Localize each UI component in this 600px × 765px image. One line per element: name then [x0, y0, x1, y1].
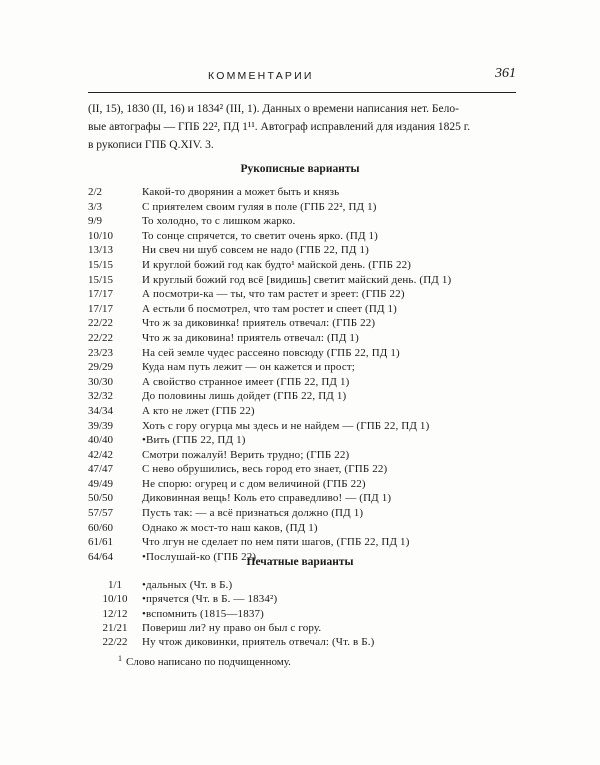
- variant-row: [88, 316, 528, 331]
- variant-row: [88, 578, 528, 592]
- variant-text: Куда нам путь лежит — он кажется и прост;: [142, 361, 356, 374]
- line-ref: 34/34: [88, 404, 114, 417]
- variant-text: А естьли б посмотрел, что там ростет и спеет (ПД 1): [142, 302, 397, 315]
- variant-row: [88, 621, 528, 635]
- line-ref: 30/30: [88, 375, 114, 388]
- printed-variants-list: [88, 578, 528, 649]
- variant-text: •вспомнить (1815—1837): [142, 607, 264, 620]
- line-ref: 13/13: [88, 244, 114, 257]
- line-ref: 12/12: [102, 607, 128, 620]
- variant-text: Диковинная вещь! Коль ето справедливо! — (ПД 1): [142, 492, 392, 505]
- variant-text: Ни свеч ни шуб совсем не надо (ГПБ 22, ПД 1): [142, 244, 369, 257]
- variant-row: [88, 448, 528, 463]
- page-number: 361: [495, 66, 516, 81]
- intro-line: в рукописи ГПБ Q.XIV. 3.: [88, 139, 214, 151]
- line-ref: 3/3: [88, 200, 103, 213]
- variant-text: Смотри пожалуй! Верить трудно; (ГПБ 22): [142, 448, 350, 461]
- variant-row: [88, 331, 528, 346]
- variant-row: [88, 535, 528, 550]
- running-head: КОММЕНТАРИИ: [208, 70, 314, 82]
- variant-text: А посмотри-ка — ты, что там растет и зреет: (ГПБ 22): [142, 288, 405, 301]
- variant-row: [88, 404, 528, 419]
- line-ref: 60/60: [88, 521, 114, 534]
- variant-row: [88, 521, 528, 536]
- variant-text: А свойство странное имеет (ГПБ 22, ПД 1): [142, 375, 350, 388]
- variant-text: Не спорю: огурец и с дом величиной (ГПБ 22): [142, 477, 366, 490]
- line-ref: 39/39: [88, 419, 114, 432]
- line-ref: 9/9: [88, 215, 103, 228]
- line-ref: 17/17: [88, 288, 114, 301]
- variant-row: [88, 243, 528, 258]
- variant-text: Ну чтож диковинки, приятель отвечал: (Чт. в Б.): [142, 636, 375, 649]
- variant-text: •дальных (Чт. в Б.): [142, 579, 233, 591]
- printed-variants-title: Печатные варианты: [246, 556, 354, 568]
- variant-row: [88, 287, 528, 302]
- line-ref: 15/15: [88, 273, 114, 286]
- variant-text: Что лгун не сделает по нем пяти шагов, (ГПБ 22, ПД 1): [142, 536, 410, 549]
- variant-row: [88, 389, 528, 404]
- line-ref: 40/40: [88, 434, 114, 447]
- variant-text: Что ж за диковина! приятель отвечал: (ПД 1): [142, 331, 359, 344]
- variant-text: И круглой божий год как будто¹ майской день. (ГПБ 22): [142, 258, 412, 271]
- variant-row: [88, 273, 528, 288]
- variant-text: Какой-то дворянин а может быть и князь: [142, 186, 340, 198]
- variant-row: [88, 375, 528, 390]
- variant-row: [88, 346, 528, 361]
- line-ref: 29/29: [88, 361, 114, 374]
- variant-text: Хоть с гору огурца мы здесь и не найдем — (ГПБ 22, ПД 1): [142, 419, 430, 432]
- intro-paragraph: [88, 100, 518, 154]
- variant-row: [88, 433, 528, 448]
- footnote: [118, 654, 291, 668]
- variant-text: То сонце спрячется, то светит очень ярко. (ПД 1): [142, 229, 378, 242]
- line-ref: 23/23: [88, 346, 114, 359]
- variant-text: На сей земле чудес рассеяно повсюду (ГПБ 22, ПД 1): [142, 346, 400, 359]
- variant-text: С приятелем своим гуляя в поле (ГПБ 22², ПД 1): [142, 200, 377, 213]
- variant-text: То холодно, то с лишком жарко.: [142, 215, 296, 228]
- line-ref: 49/49: [88, 477, 114, 490]
- variant-row: [88, 214, 528, 229]
- variant-text: •Вить (ГПБ 22, ПД 1): [142, 434, 246, 447]
- line-ref: 10/10: [88, 229, 114, 242]
- line-ref: 17/17: [88, 302, 114, 315]
- variant-text: До половины лишь дойдет (ГПБ 22, ПД 1): [142, 390, 347, 403]
- variant-text: И круглый божий год всё [видишь] светит майский день. (ПД 1): [142, 273, 452, 286]
- line-ref: 50/50: [88, 492, 114, 505]
- line-ref: 22/22: [102, 636, 128, 649]
- line-ref: 10/10: [102, 593, 128, 606]
- header-rule: [88, 92, 516, 93]
- variant-row: [88, 506, 528, 521]
- line-ref: 1/1: [107, 579, 123, 591]
- line-ref: 47/47: [88, 463, 114, 476]
- intro-line: (II, 15), 1830 (II, 16) и 1834² (III, 1). Данных о времени написания нет. Бело-: [88, 103, 459, 115]
- footnote-marker: 1: [118, 654, 122, 663]
- line-ref: 32/32: [88, 390, 114, 403]
- variant-row: [88, 258, 528, 273]
- variant-row: [88, 185, 528, 200]
- line-ref: 57/57: [88, 507, 114, 520]
- variant-text: •Послушай-ко (ГПБ 22): [142, 550, 257, 563]
- line-ref: 22/22: [88, 331, 114, 344]
- footnote-text: Слово написано по подчищенному.: [126, 656, 291, 668]
- variant-row: [88, 200, 528, 215]
- variant-text: Пусть так: — а всё признаться должно (ПД 1): [142, 507, 364, 520]
- variant-row: [88, 462, 528, 477]
- manuscript-variants-list: [88, 185, 528, 564]
- line-ref: 2/2: [88, 186, 103, 198]
- variant-row: [88, 360, 528, 375]
- variant-row: [88, 592, 528, 606]
- variant-row: [88, 229, 528, 244]
- variant-row: [88, 419, 528, 434]
- line-ref: 64/64: [88, 550, 114, 563]
- line-ref: 21/21: [102, 621, 128, 634]
- line-ref: 22/22: [88, 317, 114, 330]
- intro-line: вые автографы — ГПБ 22², ПД 1¹¹. Автограф исправлений для издания 1825 г.: [88, 121, 471, 133]
- variant-row: [88, 302, 528, 317]
- variant-text: С нево обрушились, весь город ето знает, (ГПБ 22): [142, 463, 388, 476]
- variant-text: Однако ж мост-то наш каков, (ПД 1): [142, 521, 318, 534]
- variant-row: [88, 635, 528, 649]
- line-ref: 61/61: [88, 536, 114, 549]
- variant-row: [88, 491, 528, 506]
- variant-text: •прячется (Чт. в Б. — 1834²): [142, 593, 278, 606]
- page-header: [88, 66, 516, 90]
- manuscript-variants-title: Рукописные варианты: [240, 163, 360, 175]
- variant-row: [88, 477, 528, 492]
- line-ref: 15/15: [88, 258, 114, 271]
- variant-text: Повериш ли? ну право он был с гору.: [142, 621, 322, 634]
- line-ref: 42/42: [88, 448, 114, 461]
- variant-row: [88, 607, 528, 621]
- variant-text: Что ж за диковинка! приятель отвечал: (ГПБ 22): [142, 317, 376, 330]
- variant-text: А кто не лжет (ГПБ 22): [142, 404, 255, 417]
